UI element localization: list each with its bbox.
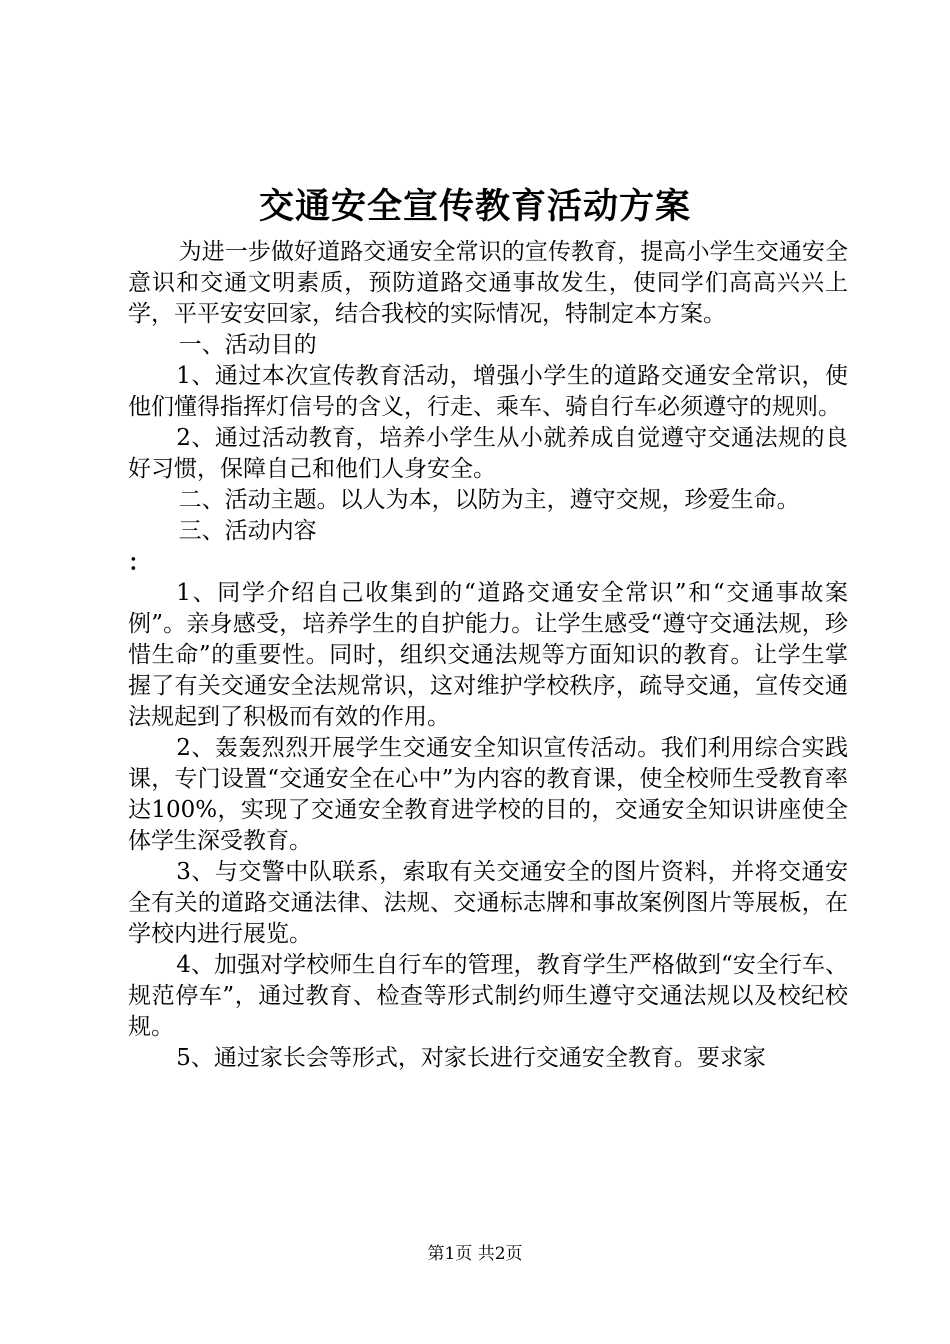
content-item-2: 2、轰轰烈烈开展学生交通安全知识宣传活动。我们利用综合实践课，专门设置“交通安全在心中”为内容的教育课，使全校师生受教育率达100%，实现了交通安全教育进学校的目的，交通安全知识讲座使全体学生深受教育。 <box>128 735 848 854</box>
purpose-item-1: 1、通过本次宣传教育活动，增强小学生的道路交通安全常识，使他们懂得指挥灯信号的含义，行走、乘车、骑自行车必须遵守的规则。 <box>128 363 848 420</box>
section-heading-theme: 二、活动主题。以人为本，以防为主，遵守交规，珍爱生命。 <box>178 487 800 513</box>
document-title: 交通安全宣传教育活动方案 <box>258 186 691 227</box>
content-item-1: 1、同学介绍自己收集到的“道路交通安全常识”和“交通事故案例”。亲身感受，培养学生的自护能力。让学生感受“遵守交通法规，珍惜生命”的重要性。同时，组织交通法规等方面知识的教育。让学生掌握了有关交通安全法规常识，这对维护学校秩序，疏导交通，宣传交通法规起到了积极而有效的作用。 <box>128 580 848 730</box>
intro-paragraph: 为进一步做好道路交通安全常识的宣传教育，提高小学生交通安全意识和交通文明素质，预防道路交通事故发生，使同学们高高兴兴上学，平平安安回家，结合我校的实际情况，特制定本方案。 <box>128 239 848 327</box>
colon-line: ： <box>128 549 151 576</box>
section-heading-content: 三、活动内容 <box>178 518 317 544</box>
section-heading-purpose: 一、活动目的 <box>178 332 317 358</box>
purpose-item-2: 2、通过活动教育，培养小学生从小就养成自觉遵守交通法规的良好习惯，保障自己和他们人身安全。 <box>128 425 848 482</box>
content-item-3: 3、与交警中队联系，索取有关交通安全的图片资料，并将交通安全有关的道路交通法律、法规、交通标志牌和事故案例图片等展板，在学校内进行展览。 <box>128 859 848 947</box>
content-item-4: 4、加强对学校师生自行车的管理，教育学生严格做到“安全行车、规范停车”，通过教育、检查等形式制约师生遵守交通法规以及校纪校规。 <box>128 952 848 1040</box>
page-footer: 第1页 共2页 <box>427 1244 523 1264</box>
document-body <box>128 237 848 1074</box>
content-item-5: 5、通过家长会等形式，对家长进行交通安全教育。要求家 <box>176 1045 766 1071</box>
